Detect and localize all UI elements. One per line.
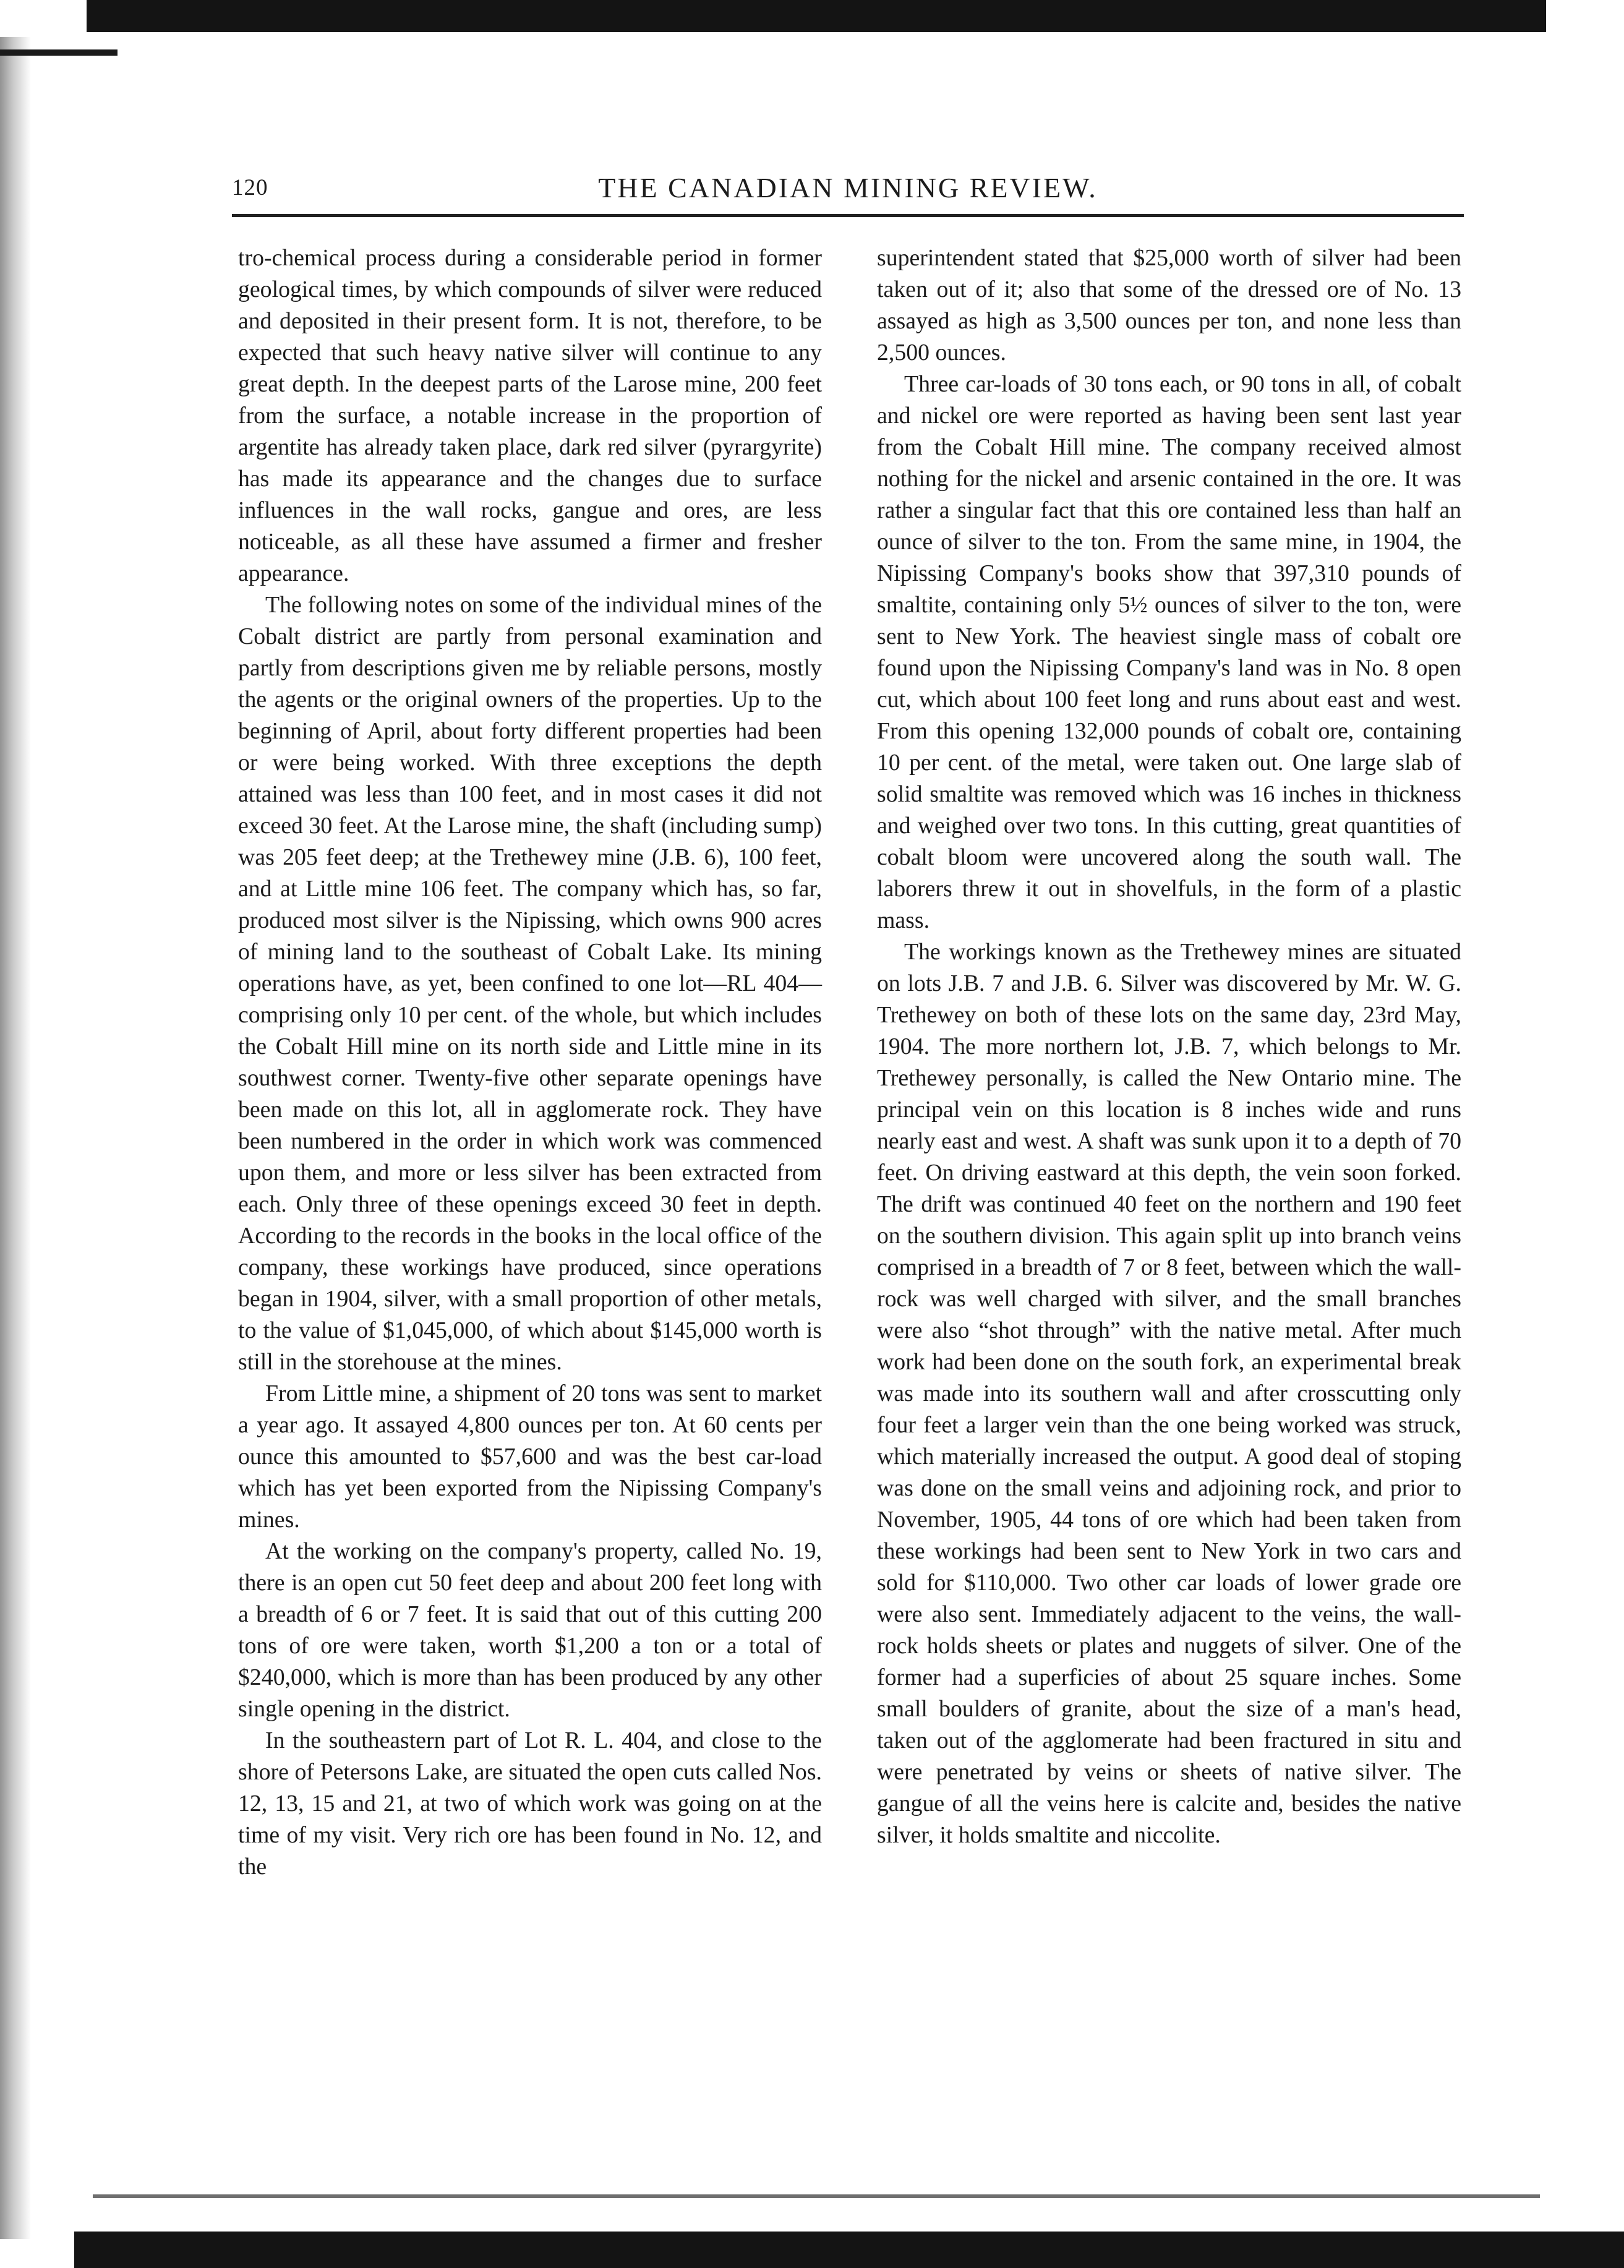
paragraph: The workings known as the Trethewey mines are situated on lots J.B. 7 and J.B. 6. Silver was discovered by Mr. W. G. Trethewey on both of these lots on the same day, 23rd May, 1904. The more northern lot, J.B. 7, which belongs to Mr. Trethewey personally, is called the New Ontario mine. The principal vein on this location is 8 inches wide and runs nearly east and west. A shaft was sunk upon it to a depth of 70 feet. On driving eastward at this depth, the vein soon forked. The drift was continued 40 feet on the northern and 190 feet on the southern division. This again split up into branch veins comprised in a breadth of 7 or 8 feet, between which the wall-rock was well charged with silver, and the small branches were also “shot through” with the native metal. After much work had been done on the south fork, an experimental break was made into its southern wall and after crosscutting only four feet a larger vein than the one being worked was struck, which materially increased the output. A good deal of stoping was done on the small veins and adjoining rock, and prior to November, 1905, 44 tons of ore which had been taken from these workings had been sent to New York in two cars and sold for $110,000. Two other car loads of lower grade ore were also sent. Immediately adjacent to the veins, the wall-rock holds sheets or plates and nuggets of silver. One of the former had a superficies of about 25 square inches. Some small boulders of granite, about the size of a man's head, taken out of the agglomerate had been fractured in situ and were penetrated by veins or sheets of native silver. The gangue of all the veins here is calcite and, besides the native silver, it holds smaltite and niccolite. [877,939,1461,1848]
scan-mark-left [0,49,118,56]
running-header [232,169,1464,207]
scan-line-bottom [93,2194,1540,2198]
scan-border-bottom [74,2232,1624,2268]
paragraph: tro-chemical process during a considerable period in former geological times, by which compounds of silver were reduced and deposited in their present form. It is not, therefore, to be expected that such heavy native silver will continue to any great depth. In the deepest parts of the Larose mine, 200 feet from the surface, a notable increase in the proportion of argentite has already taken place, dark red silver (pyrargyrite) has made its appearance and the changes due to surface influences in the wall rocks, gangue and ores, are less noticeable, as all these have assumed a firmer and fresher appearance. [238,245,822,586]
scan-shadow-left [0,37,31,2239]
paragraph: From Little mine, a shipment of 20 tons was sent to market a year ago. It assayed 4,800 ounces per ton. At 60 cents per ounce this amounted to $57,600 and was the best car-load which has yet been exported from the Nipissing Company's mines. [238,1380,822,1533]
paragraph: In the southeastern part of Lot R. L. 404, and close to the shore of Petersons Lake, are situated the open cuts called Nos. 12, 13, 15 and 21, at two of which work was going on at the time of my visit. Very rich ore has been found in No. 12, and the [238,1727,822,1880]
paragraph: The following notes on some of the individual mines of the Cobalt district are partly from personal examination and partly from descriptions given me by reliable persons, mostly the agents or the original owners of the properties. Up to the beginning of April, about forty different properties had been or were being worked. With three exceptions the depth attained was less than 100 feet, and in most cases it did not exceed 30 feet. At the Larose mine, the shaft (including sump) was 205 feet deep; at the Trethewey mine (J.B. 6), 100 feet, and at Little mine 106 feet. The company which has, so far, produced most silver is the Nipissing, which owns 900 acres of mining land to the southeast of Cobalt Lake. Its mining operations have, as yet, been confined to one lot—RL 404—comprising only 10 per cent. of the whole, but which includes the Cobalt Hill mine on its north side and Little mine in its southwest corner. Twenty-five other separate openings have been made on this lot, all in agglomerate rock. They have been numbered in the order in which work was commenced upon them, and more or less silver has been extracted from each. Only three of these openings exceed 30 feet in depth. According to the records in the books in the local office of the company, these workings have produced, since operations began in 1904, silver, with a small proportion of other metals, to the value of $1,045,000, of which about $145,000 worth is still in the storehouse at the mines. [238,592,822,1375]
paragraph: At the working on the company's property, called No. 19, there is an open cut 50 feet deep and about 200 feet long with a breadth of 6 or 7 feet. It is said that out of this cutting 200 tons of ore were taken, worth $1,200 a ton or a total of $240,000, which is more than has been produced by any other single opening in the district. [238,1538,822,1722]
left-column [238,242,822,1883]
paragraph: Three car-loads of 30 tons each, or 90 tons in all, of cobalt and nickel ore were reported as having been sent last year from the Cobalt Hill mine. The company received almost nothing for the nickel and arsenic contained in the ore. It was rather a singular fact that this ore contained less than half an ounce of silver to the ton. From the same mine, in 1904, the Nipissing Company's books show that 397,310 pounds of smaltite, containing only 5½ ounces of silver to the ton, were sent to New York. The heaviest single mass of cobalt ore found upon the Nipissing Company's land was in No. 8 open cut, which about 100 feet long and runs about east and west. From this opening 132,000 pounds of cobalt ore, containing 10 per cent. of the metal, were taken out. One large slab of solid smaltite was removed which was 16 inches in thickness and weighed over two tons. In this cutting, great quantities of cobalt bloom were uncovered along the south wall. The laborers threw it out in shovelfuls, in the form of a plastic mass. [877,371,1461,933]
right-column [877,242,1461,1851]
journal-title: THE CANADIAN MINING REVIEW. [598,172,1098,203]
scan-border-top [87,0,1546,32]
page-number: 120 [232,175,268,200]
paragraph: superintendent stated that $25,000 worth of silver had been taken out of it; also that some of the dressed ore of No. 13 assayed as high as 3,500 ounces per ton, and none less than 2,500 ounces. [877,245,1461,366]
header-rule [232,214,1464,217]
